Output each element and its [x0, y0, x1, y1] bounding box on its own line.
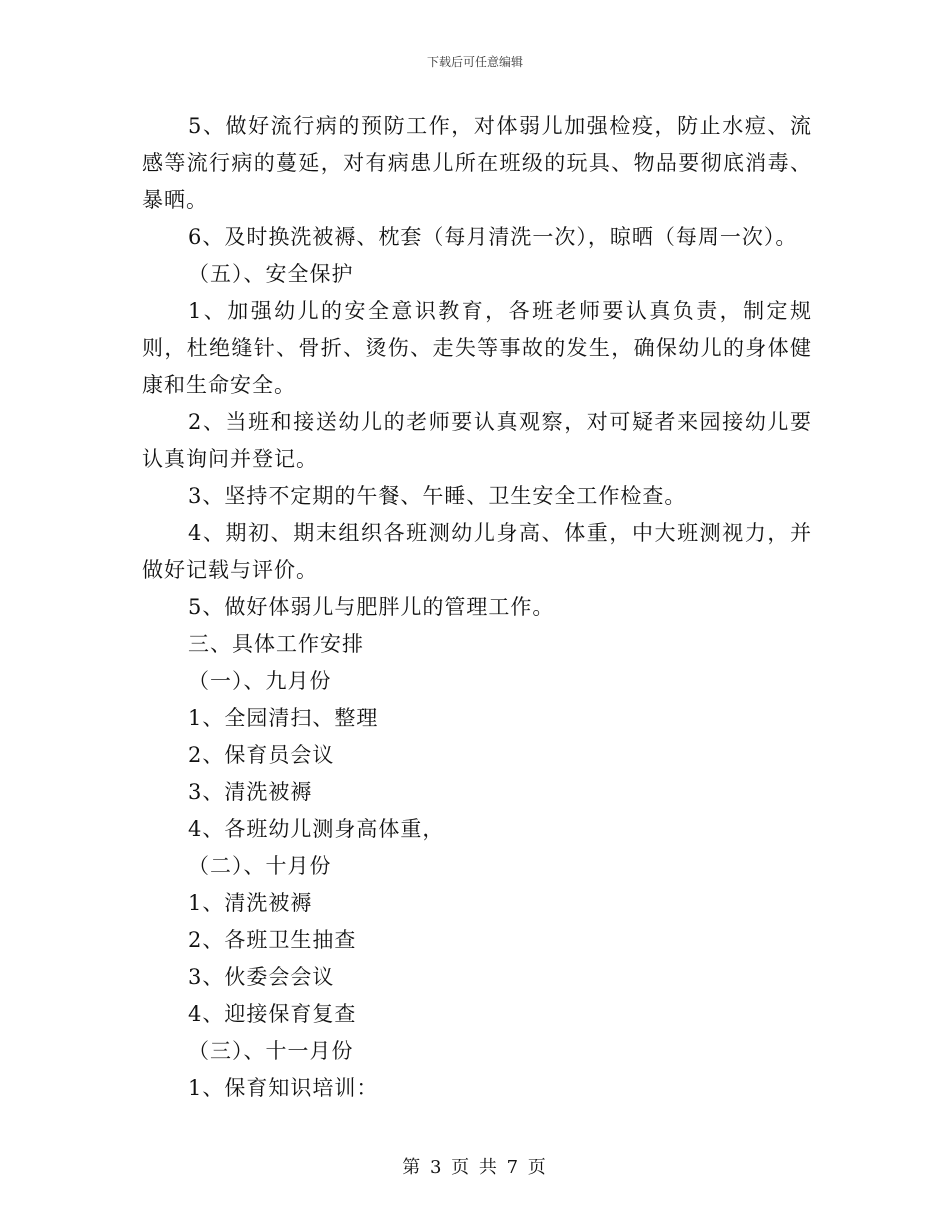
list-item: 4、迎接保育复查 — [188, 1002, 357, 1026]
paragraph: 5、做好流行病的预防工作，对体弱儿加强检疫，防止水痘、流感等流行病的蔓延，对有病患儿所在班级的玩具、物品要彻底消毒、暴晒。 — [142, 114, 812, 212]
list-item: 3、清洗被褥 — [188, 780, 313, 804]
paragraph: 5、做好体弱儿与肥胖儿的管理工作。 — [188, 595, 555, 619]
subsection-heading: （二）、十月份 — [188, 854, 332, 878]
paragraph: 4、期初、期末组织各班测幼儿身高、体重，中大班测视力，并做好记载与评价。 — [142, 521, 812, 582]
page-header: 下载后可任意编辑 — [426, 55, 523, 69]
list-item: 1、清洗被褥 — [188, 891, 313, 915]
section-heading: 三、具体工作安排 — [188, 632, 364, 656]
list-item: 2、各班卫生抽查 — [188, 928, 357, 952]
list-item: 1、保育知识培训： — [188, 1076, 379, 1100]
section-heading: （五）、安全保护 — [188, 262, 354, 286]
list-item: 4、各班幼儿测身高体重， — [188, 817, 445, 841]
list-item: 2、保育员会议 — [188, 743, 335, 767]
paragraph: 2、当班和接送幼儿的老师要认真观察，对可疑者来园接幼儿要认真询问并登记。 — [142, 410, 812, 471]
document-body — [142, 108, 812, 1107]
paragraph: 6、及时换洗被褥、枕套（每月清洗一次），晾晒（每周一次）。 — [188, 225, 798, 249]
list-item: 1、全园清扫、整理 — [188, 706, 379, 730]
subsection-heading: （三）、十一月份 — [188, 1039, 354, 1063]
subsection-heading: （一）、九月份 — [188, 669, 332, 693]
paragraph: 3、坚持不定期的午餐、午睡、卫生安全工作检查。 — [188, 484, 687, 508]
list-item: 3、伙委会会议 — [188, 965, 335, 989]
page-footer: 第 3 页 共 7 页 — [402, 1157, 548, 1178]
paragraph: 1、加强幼儿的安全意识教育，各班老师要认真负责，制定规则，杜绝缝针、骨折、烫伤、走失等事故的发生，确保幼儿的身体健康和生命安全。 — [142, 299, 812, 397]
